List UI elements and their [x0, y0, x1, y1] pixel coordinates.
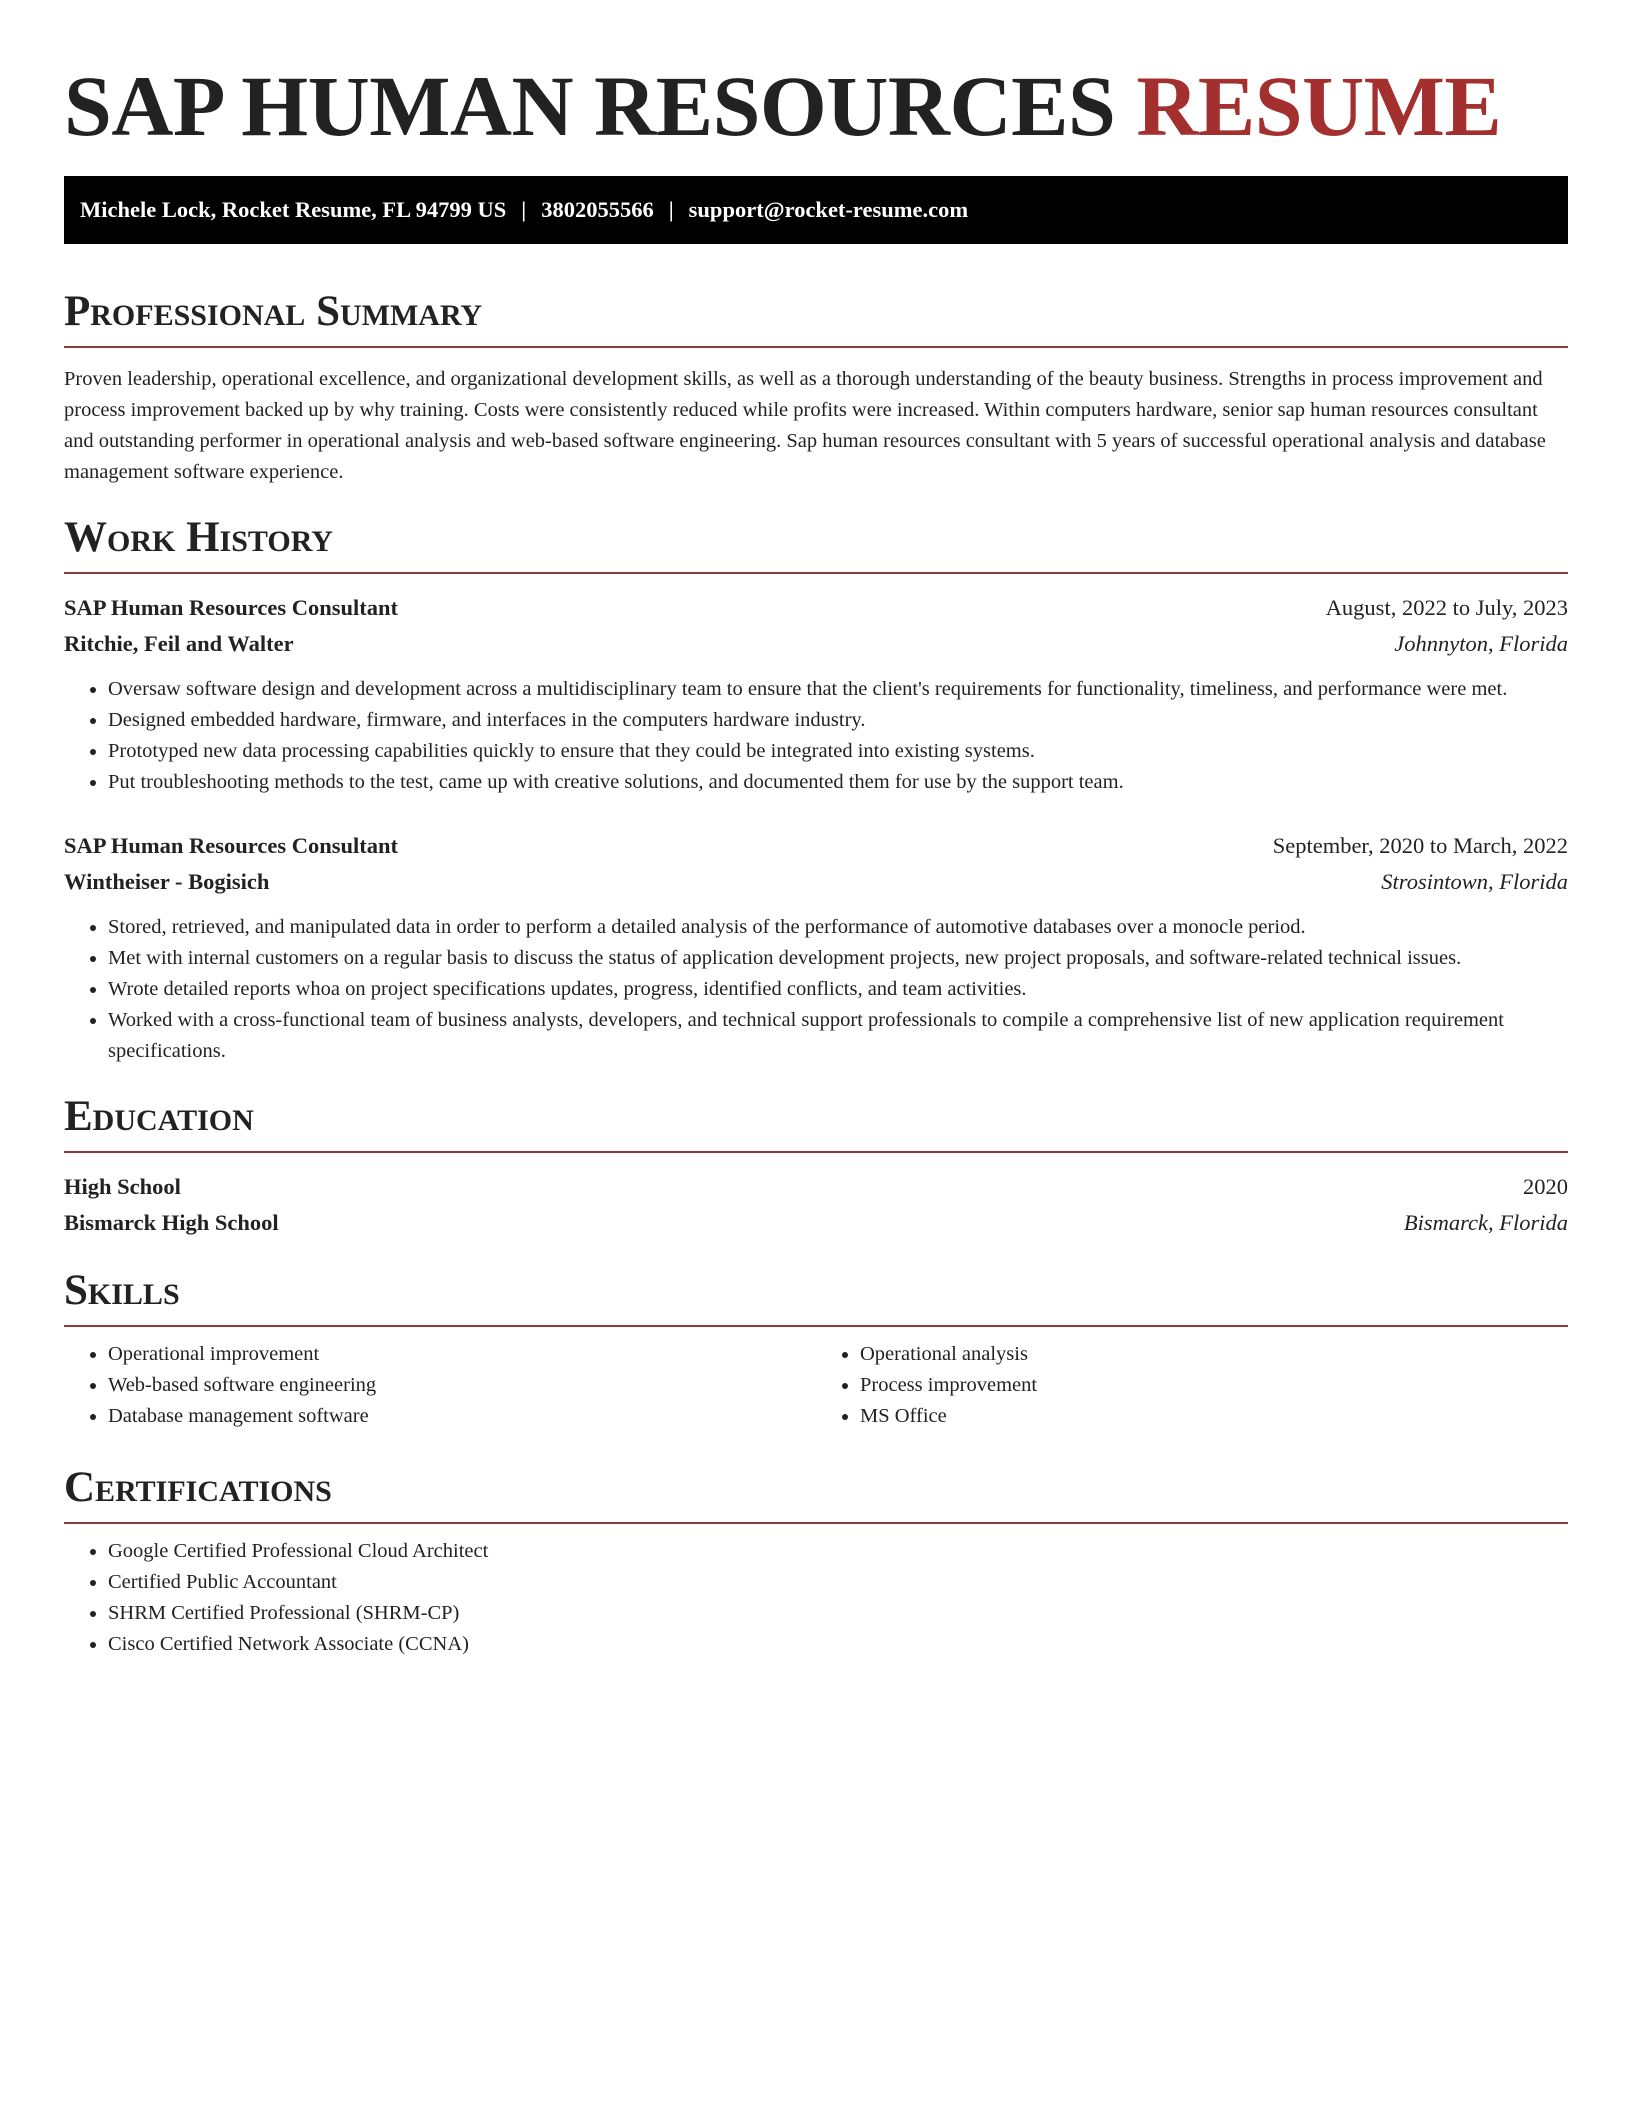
- job-company: Wintheiser - Bogisich: [64, 869, 270, 894]
- skill-item: • Process improvement: [860, 1370, 1568, 1401]
- job-bullet: • Put troubleshooting methods to the test, came up with creative solutions, and documented them for use by the support team.: [108, 767, 1568, 798]
- skills-column-right: [816, 1339, 1568, 1432]
- work-entry-header: [64, 828, 1568, 864]
- education-location: Bismarck, Florida: [1403, 1210, 1568, 1235]
- job-bullet: • Stored, retrieved, and manipulated data in order to perform a detailed analysis of the performance of automotive databases over a monocle period.: [108, 912, 1568, 943]
- contact-bar: [64, 176, 1568, 244]
- job-location: Johnnyton, Florida: [1394, 631, 1568, 656]
- summary-text: Proven leadership, operational excellence, and organizational development skills, as well as a thorough understanding of the beauty business. Strengths in process improvement and process improvement backed up by why training. Costs were consistently reduced while profits were increased. Within computers hardware, senior sap human resources consultant and outstanding performer in operational analysis and web-based software engineering. Sap human resources consultant with 5 years of successful operational analysis and database management software experience.: [64, 368, 1546, 483]
- skill-item: • Database management software: [108, 1401, 816, 1432]
- job-bullet: • Met with internal customers on a regular basis to discuss the status of application development projects, new project proposals, and software-related technical issues.: [108, 943, 1568, 974]
- education-subheader: [64, 1205, 1568, 1241]
- certification-item: • Google Certified Professional Cloud Architect: [108, 1536, 1568, 1567]
- education-year: 2020: [1523, 1174, 1568, 1199]
- work-entry: [64, 590, 1568, 798]
- job-location: Strosintown, Florida: [1381, 869, 1568, 894]
- job-title: SAP Human Resources Consultant: [64, 833, 399, 858]
- title-accent: RESUME: [1136, 58, 1502, 154]
- job-dates: August, 2022 to July, 2023: [1325, 595, 1568, 620]
- section-heading-work: Work History: [64, 512, 1568, 574]
- contact-email: support@rocket-resume.com: [688, 197, 969, 222]
- section-heading-education: Education: [64, 1091, 1568, 1153]
- title-main: SAP HUMAN RESOURCES: [64, 58, 1116, 154]
- job-title: SAP Human Resources Consultant: [64, 595, 399, 620]
- skill-item: • MS Office: [860, 1401, 1568, 1432]
- work-entry-subheader: [64, 626, 1568, 662]
- skill-item: • Operational improvement: [108, 1339, 816, 1370]
- skills-grid: [64, 1339, 1568, 1432]
- certifications-list: [64, 1536, 1568, 1660]
- resume-title: [64, 0, 1568, 156]
- job-bullets: [64, 674, 1568, 798]
- education-degree: High School: [64, 1174, 181, 1199]
- certification-item: • Cisco Certified Network Associate (CCNA): [108, 1629, 1568, 1660]
- job-bullet: • Worked with a cross-functional team of business analysts, developers, and technical support professionals to compile a comprehensive list of new application requirement specifications.: [108, 1005, 1568, 1067]
- skill-item: • Web-based software engineering: [108, 1370, 816, 1401]
- education-header: [64, 1169, 1568, 1205]
- contact-separator: |: [521, 197, 527, 222]
- skills-column-left: [64, 1339, 816, 1432]
- section-heading-skills: Skills: [64, 1265, 1568, 1327]
- job-bullet: • Wrote detailed reports whoa on project specifications updates, progress, identified conflicts, and team activities.: [108, 974, 1568, 1005]
- education-school: Bismarck High School: [64, 1210, 279, 1235]
- contact-separator: |: [668, 197, 674, 222]
- job-company: Ritchie, Feil and Walter: [64, 631, 294, 656]
- education-entry: [64, 1169, 1568, 1241]
- section-heading-summary: Professional Summary: [64, 286, 1568, 348]
- section-heading-certifications: Certifications: [64, 1462, 1568, 1524]
- certification-item: • Certified Public Accountant: [108, 1567, 1568, 1598]
- job-bullet: • Prototyped new data processing capabilities quickly to ensure that they could be integrated into existing systems.: [108, 736, 1568, 767]
- job-dates: September, 2020 to March, 2022: [1272, 833, 1568, 858]
- job-bullet: • Designed embedded hardware, firmware, and interfaces in the computers hardware industry.: [108, 705, 1568, 736]
- certification-item: • SHRM Certified Professional (SHRM-CP): [108, 1598, 1568, 1629]
- work-entry-subheader: [64, 864, 1568, 900]
- job-bullets: [64, 912, 1568, 1067]
- contact-address: Michele Lock, Rocket Resume, FL 94799 US: [80, 197, 507, 222]
- work-entry-header: [64, 590, 1568, 626]
- contact-phone: 3802055566: [541, 197, 654, 222]
- skill-item: • Operational analysis: [860, 1339, 1568, 1370]
- work-entry: [64, 828, 1568, 1067]
- job-bullet: • Oversaw software design and development across a multidisciplinary team to ensure that the client's requirements for functionality, timeliness, and performance were met.: [108, 674, 1568, 705]
